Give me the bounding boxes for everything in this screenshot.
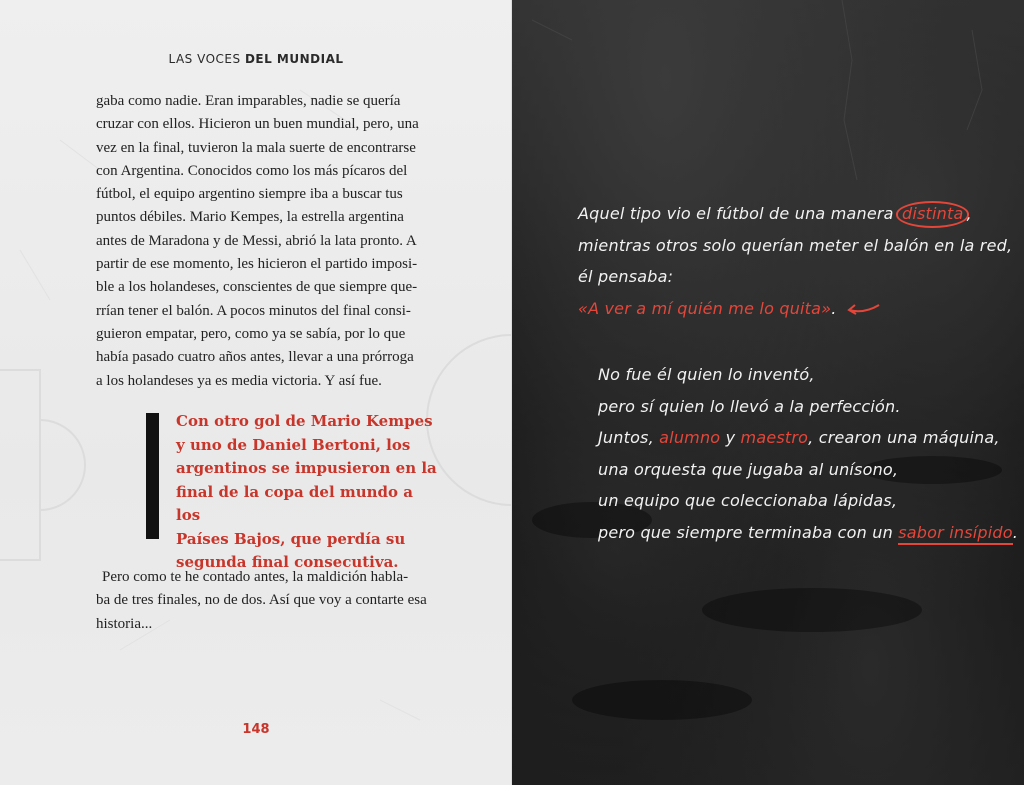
body-line: partir de ese momento, les hicieron el partido imposi- (96, 256, 418, 273)
red-word-maestro: maestro (740, 428, 809, 447)
hand-line: No fue él quien lo inventó, (598, 365, 815, 384)
closing-line: ba de tres finales, no de dos. Así que voy a contarte esa (96, 592, 427, 609)
hand-line: él pensaba: (578, 267, 674, 286)
pull-quote-line: Países Bajos, que perdía su (176, 529, 406, 548)
body-line: rrían tener el balón. A pocos minutos del final consi- (96, 302, 411, 319)
body-line: puntos débiles. Mario Kempes, la estrella argentina (96, 209, 404, 226)
right-page (512, 0, 1024, 785)
pull-quote-line: segunda final consecutiva. (176, 553, 399, 571)
hand-line: un equipo que coleccionaba lápidas, (598, 491, 898, 510)
body-line: cruzar con ellos. Hicieron un buen mundial, pero, una (96, 116, 419, 133)
body-line: había pasado cuatro años antes, llevar a una prórroga (96, 349, 414, 366)
hand-line: pero sí quien lo llevó a la perfección. (598, 396, 901, 416)
header-emphasis: DEL MUNDIAL (244, 52, 344, 66)
hand-line (598, 422, 1024, 454)
pull-quote-bar (146, 413, 159, 539)
red-quote: «A ver a mí quién me lo quita» (578, 298, 832, 318)
arrow-left-icon (846, 302, 880, 316)
body-line: con Argentina. Conocidos como los más pícaros del (96, 162, 408, 179)
hand-text: , (966, 204, 972, 223)
body-line: guieron empatar, pero, como ya se sabía, por lo que (96, 325, 406, 342)
header-prefix: LAS VOCES (168, 52, 241, 66)
hand-text: Aquel tipo vio el fútbol de una manera (578, 204, 899, 223)
pull-quote-line: final de la copa del mundo a los (176, 482, 413, 524)
body-line: fútbol, el equipo argentino siempre iba a buscar tus (96, 186, 403, 203)
underlined-phrase: sabor insípido (898, 523, 1012, 545)
pull-quote-line: argentinos se impusieron en la (176, 459, 437, 477)
pull-quote-line: y uno de Daniel Bertoni, los (176, 435, 411, 454)
hand-line (598, 517, 1024, 549)
closing-paragraph (96, 566, 433, 636)
body-line: antes de Maradona y de Messi, abrió la lata pronto. A (96, 232, 417, 249)
hand-text: . (831, 298, 837, 318)
hand-text: Juntos, (598, 428, 660, 447)
pull-quote (176, 410, 441, 575)
hand-line: una orquesta que jugaba al unísono, (598, 459, 899, 479)
body-text (96, 90, 433, 393)
hand-text: pero que siempre terminaba con un (598, 522, 899, 542)
running-header (0, 52, 512, 66)
hand-line (578, 293, 1018, 325)
closing-line: Pero como te he contado antes, la maldición habla- (102, 569, 409, 585)
circled-word: distinta (899, 198, 966, 230)
hand-line: mientras otros solo querían meter el balón en la red, (578, 235, 1013, 255)
pull-quote-line: Con otro gol de Mario Kempes (176, 412, 433, 430)
hand-line (578, 198, 1018, 230)
body-line: a los holandeses ya es media victoria. Y así fue. (96, 372, 382, 389)
body-line: gaba como nadie. Eran imparables, nadie se quería (96, 93, 401, 109)
body-line: ble a los holandeses, conscientes de que siempre que- (96, 279, 418, 296)
hand-text: , crearon una máquina, (808, 428, 1000, 447)
handwritten-block-1 (578, 198, 1018, 324)
handwritten-block-2 (598, 359, 1024, 548)
red-word-alumno: alumno (659, 428, 721, 447)
hand-text: y (720, 428, 741, 447)
hand-text: . (1012, 522, 1019, 542)
closing-line: historia... (96, 615, 153, 632)
page-number: 148 (242, 722, 270, 737)
body-line: vez en la final, tuvieron la mala suerte de encontrarse (96, 139, 416, 156)
